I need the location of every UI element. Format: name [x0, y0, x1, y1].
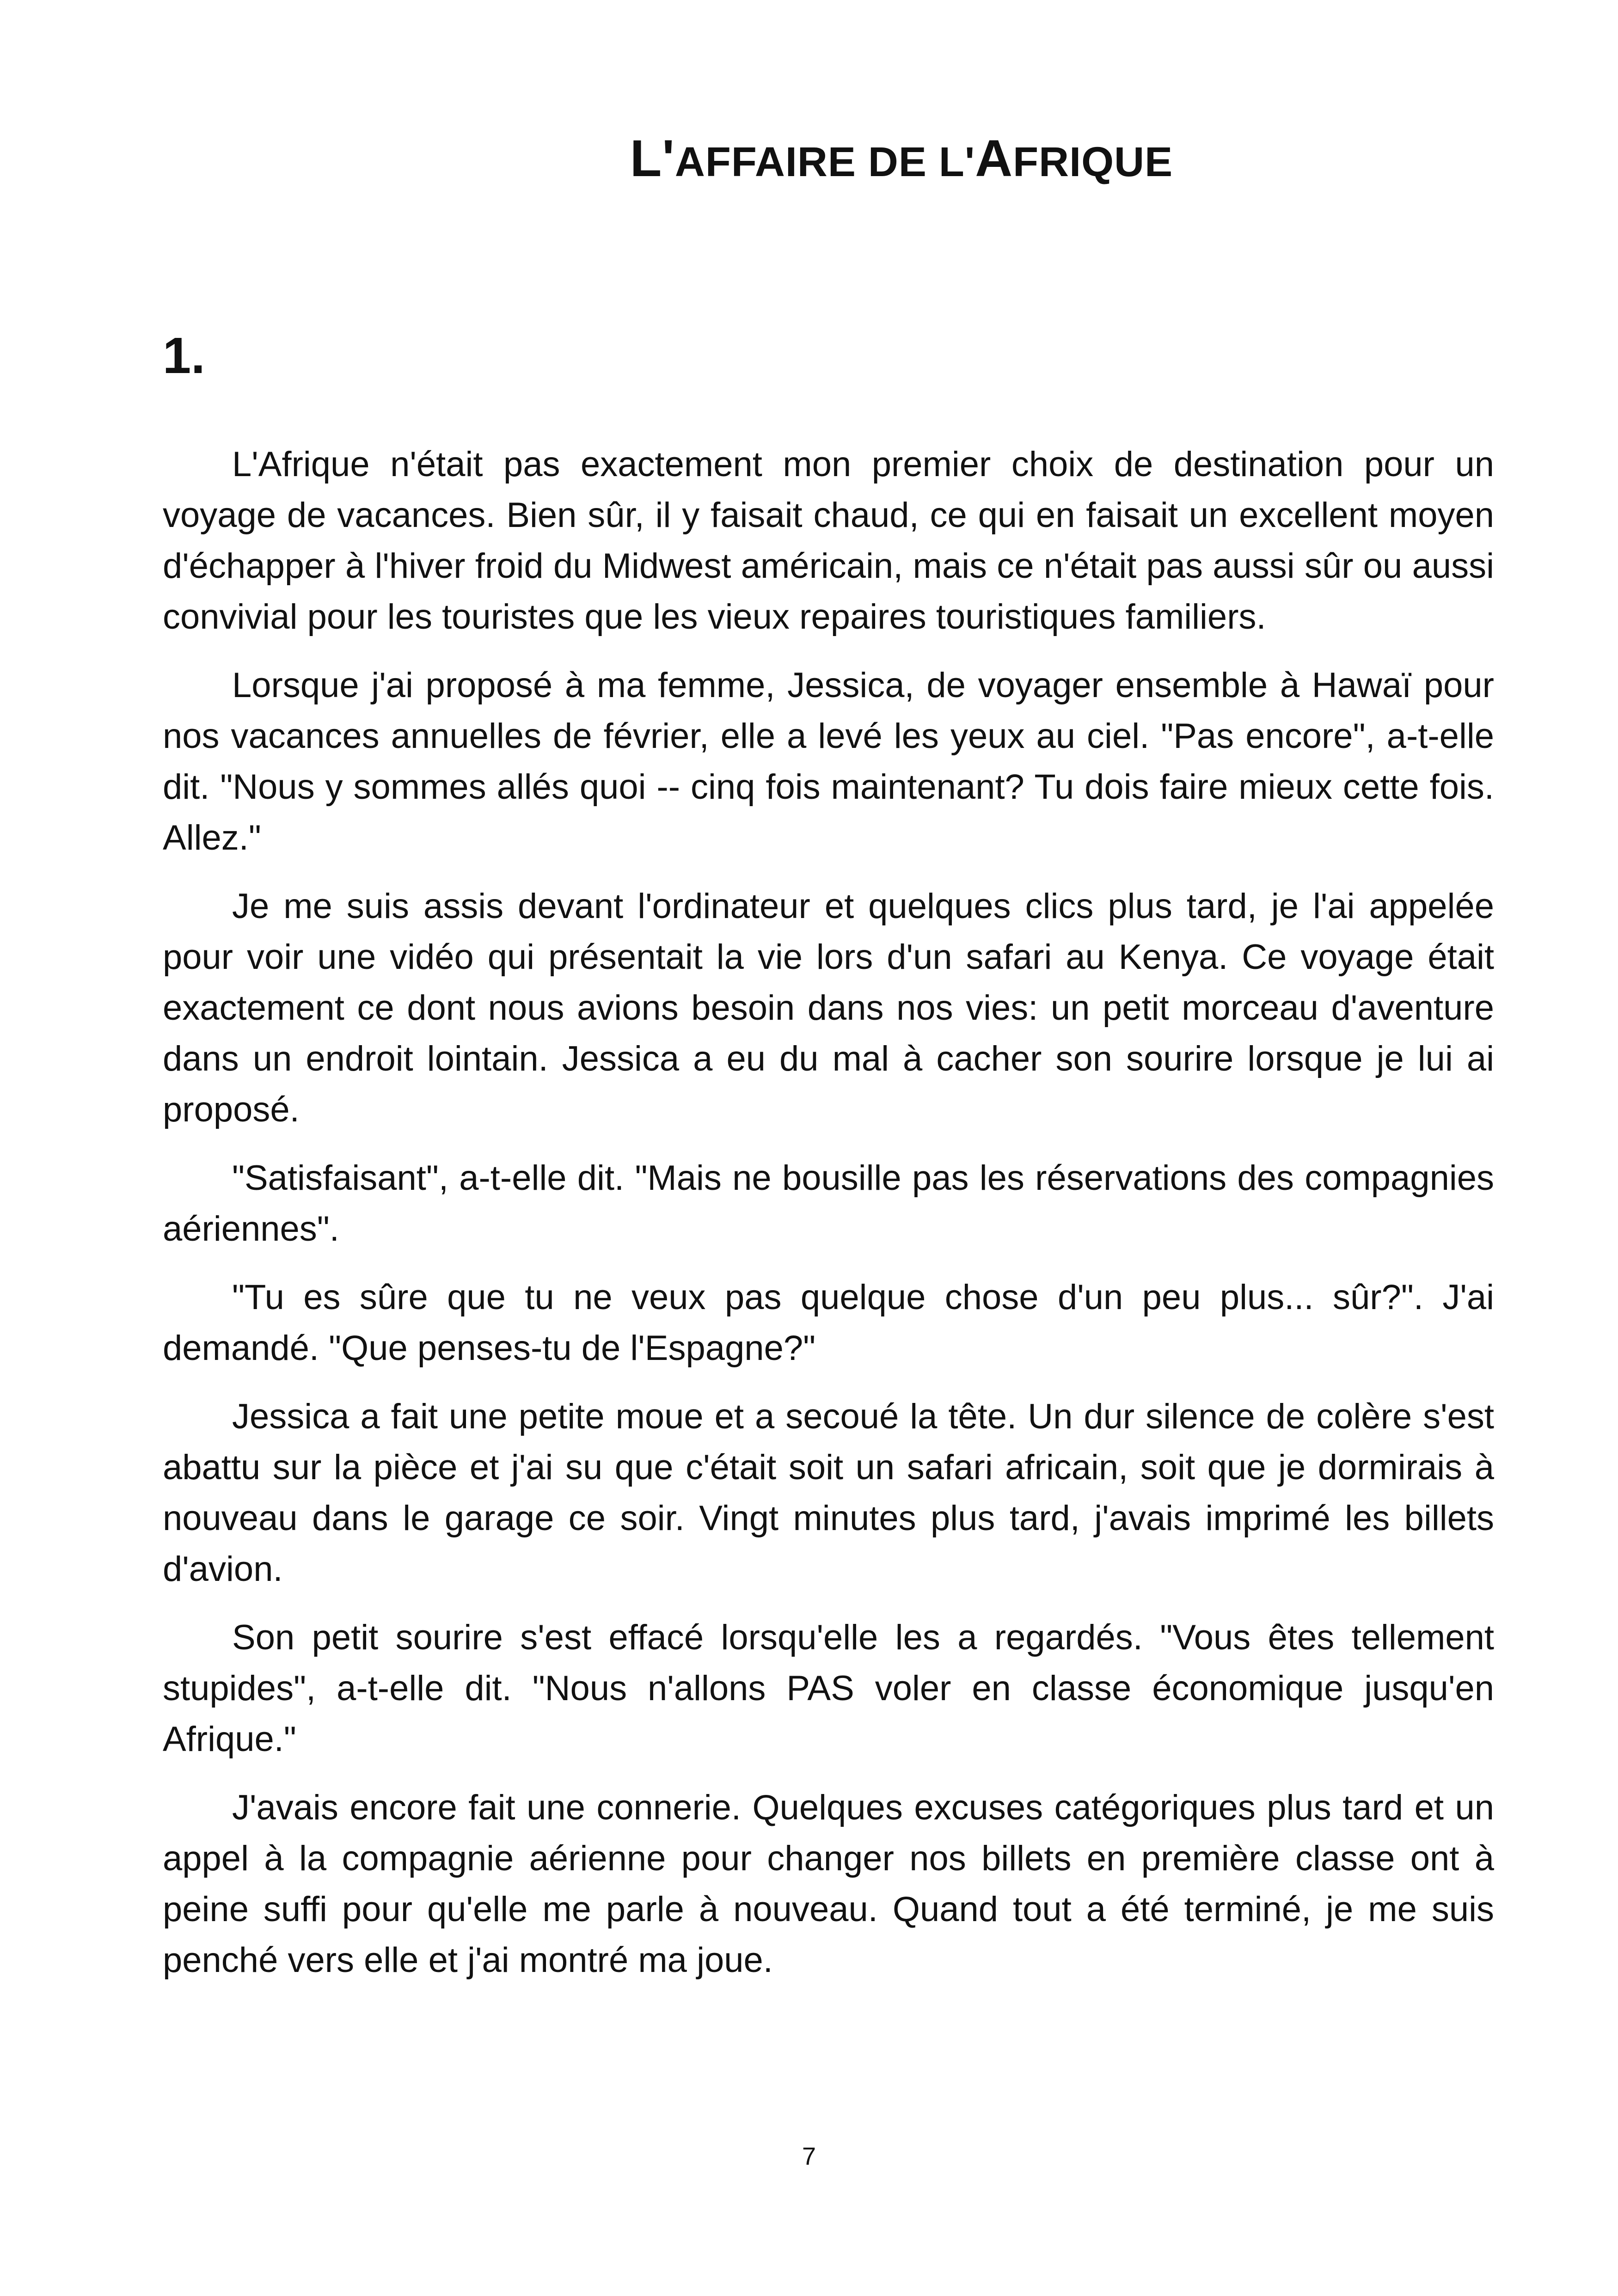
body-text	[163, 439, 1494, 2003]
title-initial-1: L'	[630, 129, 675, 187]
chapter-number: 1.	[163, 327, 205, 384]
paragraph-5: "Tu es sûre que tu ne veux pas quelque chose d'un peu plus... sûr?". J'ai demandé. "Que penses-tu de l'Espagne?"	[163, 1278, 1494, 1368]
paragraph-4: "Satisfaisant", a-t-elle dit. "Mais ne bousille pas les réservations des compagnies aériennes".	[163, 1158, 1494, 1249]
page-number: 7	[802, 2143, 816, 2170]
title-initial-2: A	[975, 129, 1013, 187]
title-part-2: FRIQUE	[1013, 139, 1173, 185]
paragraph-6: Jessica a fait une petite moue et a secoué la tête. Un dur silence de colère s'est abattu sur la pièce et j'ai su que c'était soit un safari africain, soit que je dormirais à nouveau dans le garage ce soir. Vingt minutes plus tard, j'avais imprimé les billets d'avion.	[163, 1397, 1494, 1589]
paragraph-8: J'avais encore fait une connerie. Quelques excuses catégoriques plus tard et un appel à la compagnie aérienne pour changer nos billets en première classe ont à peine suffi pour qu'elle me parle à nouveau. Quand tout a été terminé, je me suis penché vers elle et j'ai montré ma joue.	[163, 1788, 1494, 1980]
paragraph-7: Son petit sourire s'est effacé lorsqu'elle les a regardés. "Vous êtes tellement stupides", a-t-elle dit. "Nous n'allons PAS voler en classe économique jusqu'en Afrique."	[163, 1618, 1494, 1759]
paragraph-1: L'Afrique n'était pas exactement mon premier choix de destination pour un voyage de vacances. Bien sûr, il y faisait chaud, ce qui en faisait un excellent moyen d'échapper à l'hiver froid du Midwest américain, mais ce n'était pas aussi sûr ou aussi convivial pour les touristes que les vieux repaires touristiques familiers.	[163, 445, 1494, 637]
chapter-title	[462, 124, 1341, 197]
paragraph-3: Je me suis assis devant l'ordinateur et quelques clics plus tard, je l'ai appelée pour voir une vidéo qui présentait la vie lors d'un safari au Kenya. Ce voyage était exactement ce dont nous avions besoin dans nos vies: un petit morceau d'aventure dans un endroit lointain. Jessica a eu du mal à cacher son sourire lorsque je lui ai proposé.	[163, 887, 1494, 1129]
title-part-1: AFFAIRE DE L'	[674, 139, 975, 185]
paragraph-2: Lorsque j'ai proposé à ma femme, Jessica, de voyager ensemble à Hawaï pour nos vacances annuelles de février, elle a levé les yeux au ciel. "Pas encore", a-t-elle dit. "Nous y sommes allés quoi -- cinq fois maintenant? Tu dois faire mieux cette fois. Allez."	[163, 666, 1494, 857]
